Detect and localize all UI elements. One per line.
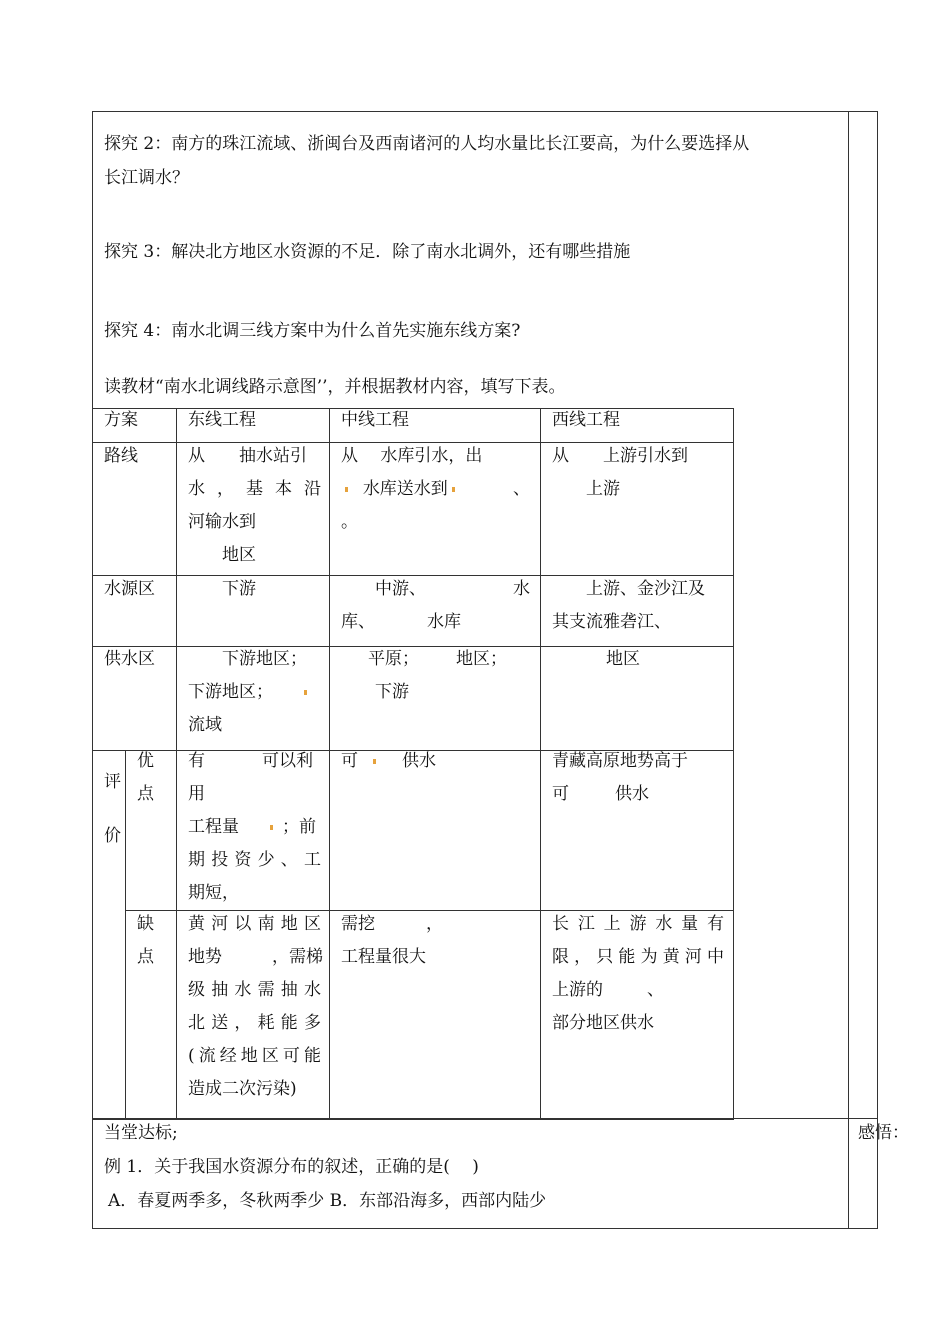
read-instruction: 读教材“南水北调线路示意图’’，并根据教材内容，填写下表。 (104, 377, 566, 397)
header-east: 东线工程 (188, 410, 256, 430)
header-middle: 中线工程 (341, 410, 409, 430)
highlight-dot (304, 690, 307, 695)
source-east-cell: 下游 (188, 579, 256, 599)
eval-label-2: 价 (104, 826, 121, 846)
explore4: 探究 4：南水北调三线方案中为什么首先实施东线方案? (104, 321, 521, 341)
adv-label-1: 优 (137, 751, 154, 771)
row-label-source: 水源区 (104, 579, 155, 599)
explore2-line1: 探究 2：南方的珠江流域、浙闽台及西南诸河的人均水量比长江要高，为什么要选择从 (104, 134, 750, 154)
explore2-line2: 长江调水？ (104, 168, 189, 188)
row-label-supply: 供水区 (104, 649, 155, 669)
right-column-divider (848, 111, 849, 1229)
supply-west-cell: 地区 (572, 649, 640, 669)
row-label-route: 路线 (104, 446, 138, 466)
example1-options: A．春夏两季多，冬秋两季少 B．东部沿海多，西部内陆少 (108, 1191, 547, 1211)
class-target-heading: 当堂达标; (104, 1123, 178, 1143)
explore3: 探究 3：解决北方地区水资源的不足．除了南水北调外，还有哪些措施 (104, 242, 631, 262)
dis-label-1: 缺 (137, 914, 154, 934)
example1-question: 例 1．关于我国水资源分布的叙述，正确的是( ) (104, 1157, 479, 1177)
highlight-dot (345, 487, 348, 492)
dis-label-2: 点 (137, 947, 154, 967)
highlight-dot (373, 759, 376, 764)
header-west: 西线工程 (552, 410, 620, 430)
reflection-heading: 感悟： (858, 1123, 909, 1143)
highlight-dot (452, 487, 455, 492)
eval-label-1: 评 (104, 772, 121, 792)
header-plan: 方案 (104, 410, 138, 430)
adv-label-2: 点 (137, 784, 154, 804)
